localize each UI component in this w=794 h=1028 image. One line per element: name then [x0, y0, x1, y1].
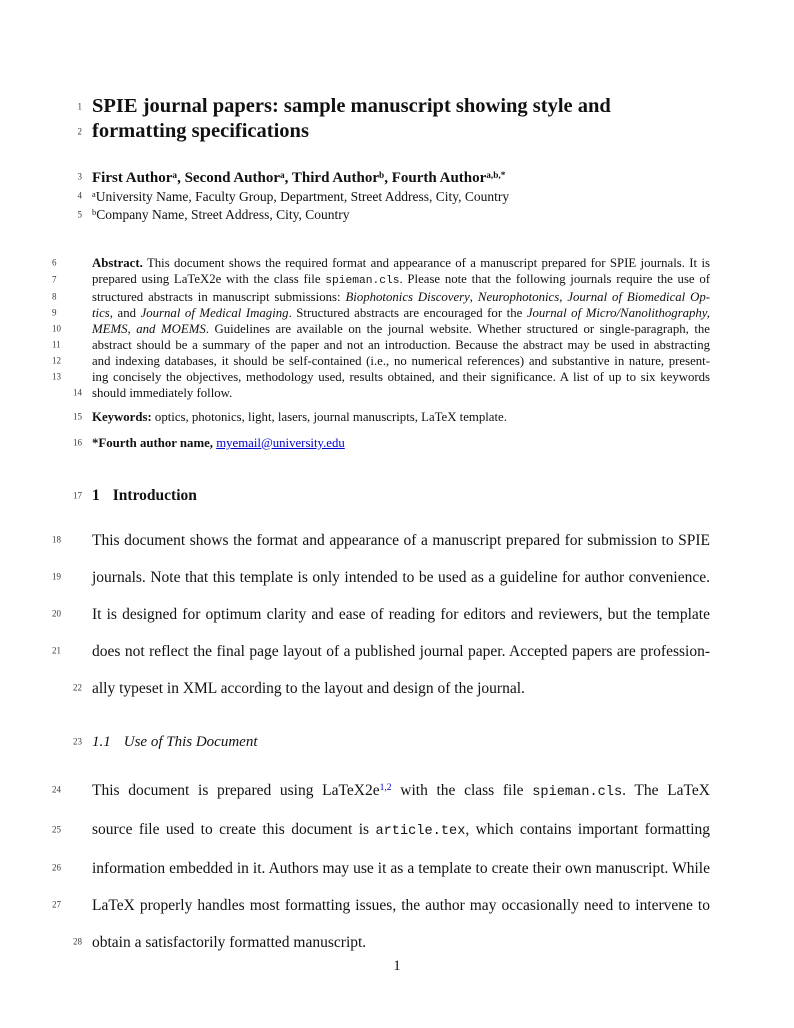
text-segment: . Structured abstracts are encouraged for the: [288, 305, 527, 320]
line-number: 21: [52, 645, 61, 656]
doc-line: [73, 409, 710, 425]
doc-line: [73, 486, 710, 505]
text-segment: a: [92, 190, 96, 200]
text-segment: *Fourth author name,: [92, 435, 217, 450]
text-segment: . Please note that the following journals require the use of: [399, 271, 710, 286]
text-segment: information embedded in it. Authors may use it as a template to create their own manuscript. While: [92, 859, 710, 877]
text-segment: 1: [92, 486, 100, 504]
text-segment: structured abstracts in manuscript submissions:: [92, 289, 346, 304]
line-number: 13: [52, 371, 61, 382]
section-heading-introduction: [73, 486, 710, 505]
line-number: 18: [52, 534, 61, 545]
line-number: 7: [52, 274, 57, 285]
text-segment: Company Name, Street Address, City, Country: [96, 207, 350, 223]
text-segment: article.tex: [375, 823, 466, 839]
text-segment: , Third Author: [284, 170, 380, 187]
text-segment: source file used to create this document is: [92, 820, 376, 838]
line-number: 2: [77, 126, 82, 136]
line-number: 8: [52, 291, 57, 302]
text-segment: SPIE journal papers: sample manuscript showing style and: [92, 95, 611, 117]
text-segment: This document is prepared using LaTeX2e: [92, 781, 380, 799]
text-segment: , Second Author: [177, 170, 281, 187]
text-segment: should immediately follow.: [92, 385, 233, 400]
author-footnote: [73, 435, 710, 451]
text-segment: . Guidelines are available on the journal website. Whether structured or single-paragraph, the: [205, 321, 710, 336]
text-segment: optics, photonics, light, lasers, journal manuscripts, LaTeX template.: [151, 409, 507, 424]
text-segment: Journal of Biomedical Op-: [567, 289, 711, 304]
page-content: [52, 0, 711, 961]
text-segment: . The LaTeX: [622, 781, 711, 799]
doc-line: [77, 94, 710, 119]
text-segment: This document shows the required format and appearance of a manuscript prepared for SPIE journals. It is: [142, 255, 710, 270]
email-link[interactable]: myemail@university.edu: [216, 435, 345, 450]
line-number: 9: [52, 307, 57, 318]
doc-line: [73, 385, 710, 401]
line-number: 6: [52, 257, 57, 268]
text-segment: obtain a satisfactorily formatted manuscript.: [92, 933, 367, 951]
text-segment: ing concisely the objectives, methodology used, results obtained, and their significance. A list of up to six keywords: [92, 369, 710, 384]
text-segment: , and: [109, 305, 141, 320]
text-segment: b: [92, 208, 97, 218]
line-number: 25: [52, 824, 61, 835]
text-segment: MEMS, and MOEMS: [92, 321, 206, 336]
line-number: 17: [73, 490, 82, 501]
line-number: 3: [77, 171, 82, 182]
citation-superscript[interactable]: 1,2: [379, 781, 392, 793]
text-segment: ,: [559, 289, 568, 304]
text-segment: b: [379, 171, 385, 181]
author-affiliations: [77, 187, 710, 224]
text-segment: does not reflect the final page layout of a published journal paper. Accepted papers are profession-: [92, 642, 710, 660]
paper-title: [77, 94, 710, 144]
line-number: 26: [52, 862, 61, 873]
line-number: 5: [77, 209, 82, 220]
page-number: 1: [393, 958, 401, 974]
text-segment: Abstract.: [92, 255, 143, 270]
doc-line: [52, 887, 710, 924]
line-number: 14: [73, 387, 82, 398]
text-segment: journals. Note that this template is only intended to be used as a guideline for author convenience.: [92, 568, 710, 586]
doc-line: [73, 733, 710, 751]
doc-line: [77, 167, 710, 187]
text-segment: with the class file: [391, 781, 533, 799]
text-segment: University Name, Faculty Group, Department, Street Address, City, Country: [95, 188, 510, 204]
doc-line: [52, 255, 710, 271]
doc-line: [52, 769, 711, 811]
introduction-paragraph: [52, 522, 710, 707]
line-number: 23: [73, 736, 82, 747]
line-number: 12: [52, 355, 61, 366]
doc-line: [73, 435, 710, 451]
doc-line: [52, 522, 710, 559]
line-number: 20: [52, 608, 61, 619]
text-segment: prepared using LaTeX2e with the class file: [92, 271, 326, 286]
text-segment: tics: [92, 305, 110, 320]
text-segment: a: [280, 171, 285, 181]
doc-line: [52, 337, 710, 353]
line-number: 19: [52, 571, 61, 582]
doc-line: [52, 271, 710, 289]
doc-line: [73, 670, 710, 707]
text-segment: Use of This Document: [123, 733, 258, 750]
text-segment: Journal of Micro/Nanolithography,: [526, 305, 710, 320]
text-segment: Introduction: [112, 486, 197, 504]
text-segment: , Fourth Author: [384, 170, 487, 187]
line-number: 1: [77, 101, 82, 111]
doc-line: [77, 187, 710, 205]
text-segment: Neurophotonics: [477, 289, 560, 304]
line-number: 28: [73, 936, 82, 947]
line-number: 11: [52, 339, 61, 350]
doc-line: [52, 321, 710, 337]
line-number: 24: [52, 784, 61, 795]
keywords-line: [73, 409, 710, 425]
text-segment: a,b,*: [486, 171, 506, 181]
text-segment: LaTeX properly handles most formatting issues, the author may occasionally need to intervene to: [92, 896, 710, 914]
text-segment: ally typeset in XML according to the layout and design of the journal.: [92, 679, 525, 697]
line-number: 22: [73, 682, 82, 693]
text-segment: It is designed for optimum clarity and ease of reading for editors and reviewers, but the template: [92, 605, 710, 623]
text-segment: 1.1: [92, 733, 111, 750]
subsection-heading-use-of-this-document: [73, 733, 710, 751]
text-segment: spieman.cls: [325, 274, 400, 287]
doc-line: [52, 596, 710, 633]
text-segment: ,: [469, 289, 478, 304]
text-segment: and indexing databases, it should be self-contained (i.e., no numerical references) and substantive in nature, present-: [92, 353, 710, 368]
text-segment: Journal of Medical Imaging: [140, 305, 289, 320]
line-number: 4: [77, 190, 82, 201]
text-segment: Keywords:: [92, 409, 152, 424]
doc-line: [52, 850, 710, 887]
doc-line: [73, 924, 710, 961]
use-of-document-paragraph: [52, 769, 711, 961]
text-segment: First Author: [92, 170, 173, 187]
text-segment: spieman.cls: [532, 784, 623, 800]
doc-line: [52, 811, 710, 850]
text-segment: abstract should be a summary of the paper and not an introduction. Because the abstract may be used in abstracting: [92, 337, 710, 352]
doc-line: [52, 353, 710, 369]
line-number: 10: [52, 323, 61, 334]
line-number: 15: [73, 411, 82, 422]
abstract-paragraph: [52, 255, 711, 401]
doc-line: [77, 119, 710, 144]
doc-line: [52, 559, 710, 596]
text-segment: , which contains important formatting: [465, 820, 710, 838]
line-number: 27: [52, 899, 61, 910]
author-names: [77, 167, 710, 187]
doc-line: [52, 289, 711, 305]
doc-line: [52, 633, 710, 670]
doc-line: [52, 369, 710, 385]
doc-line: [52, 305, 710, 321]
text-segment: formatting specifications: [92, 120, 309, 142]
text-segment: This document shows the format and appearance of a manuscript prepared for submission to SPIE: [92, 531, 710, 549]
line-number: 16: [73, 437, 82, 448]
doc-line: [77, 205, 710, 223]
text-segment: a: [172, 171, 178, 181]
text-segment: Biophotonics Discovery: [345, 289, 470, 304]
